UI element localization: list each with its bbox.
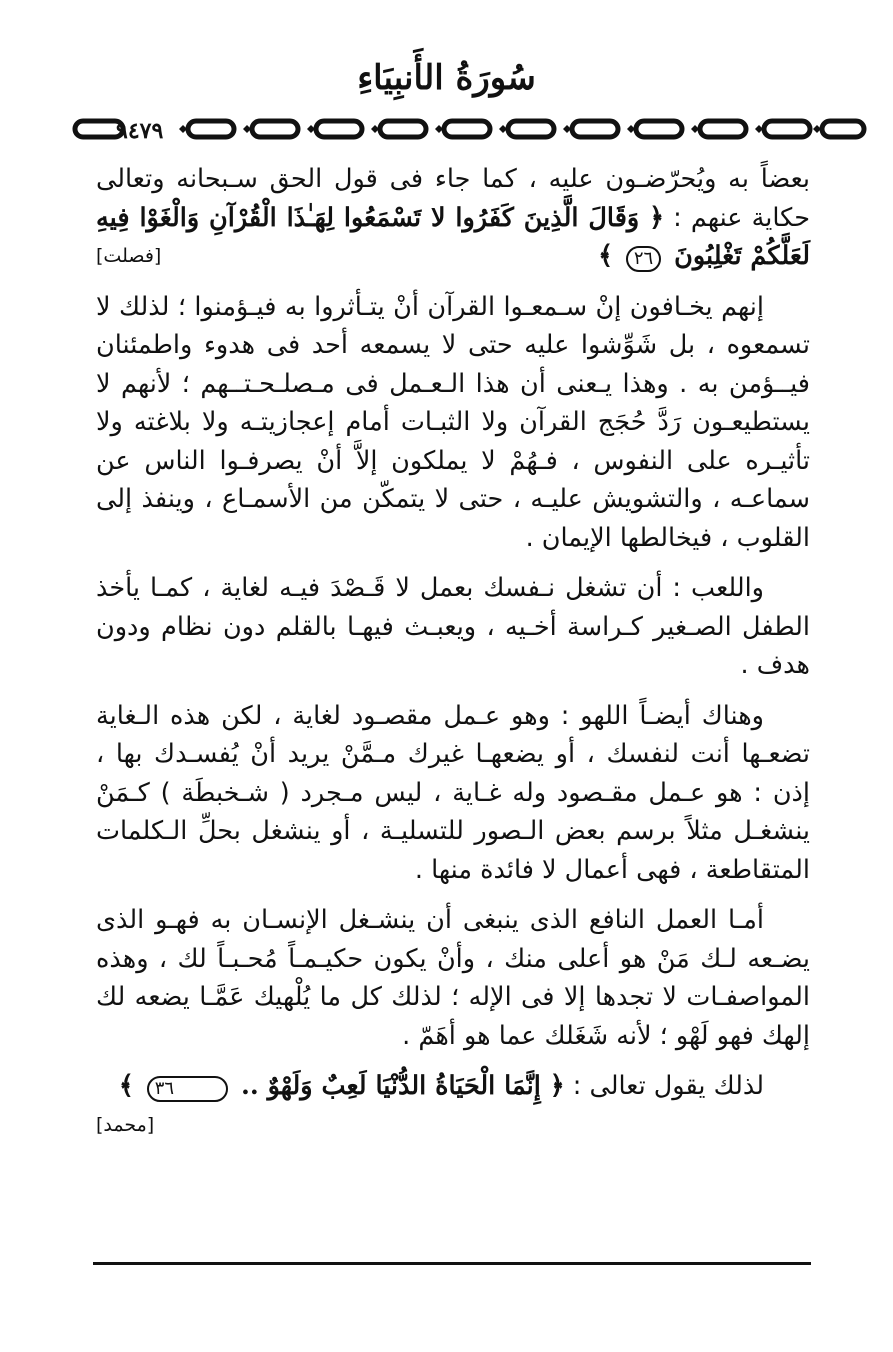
- surah-reference: [فصلت]: [96, 245, 162, 267]
- surah-title: سُورَةُ الأَنبِيَاءِ: [357, 58, 536, 98]
- paragraph-6: [96, 1067, 810, 1136]
- quran-verse: ﴿ إِنَّمَا الْحَيَاةُ الدُّنْيَا لَعِبٌ وَلَهْوٌ ..: [232, 1071, 565, 1101]
- surah-reference: [محمد]: [96, 1113, 155, 1136]
- paragraph-4: وهناك أيضـاً اللهو : وهو عـمل مقصـود لغاية ، لكن هذه الـغاية تضعـها أنت لنفسك ، أو يضعهـا غيرك مـمَّنْ يريد أنْ يُفسـدك بها ، إذن : هو عـمل مقـصود وله غـاية ، ليس مـجرد ( شـخبطَة ) كـمَنْ ينشغـل مثلاً برسم بعض الـصور للتسليـة ، أو ينشغل بحلِّ الـكلمات المتقاطعة ، فهى أعمال لا فائدة منها .: [96, 700, 810, 885]
- paragraph-1: [96, 160, 810, 276]
- paragraph-5: أمـا العمل النافع الذى ينبغى أن ينشـغل الإنسـان به فهـو الذى يضـعه لـك مَنْ هو أعلى منك ، وأنْ يكون حكيـمـاً مُحـبـاً لك ، وهذه المواصفـات لا تجدها إلا فى الإله ؛ لذلك كل ما يُلْهيك عَمَّـا يضعه لك إلهك فهو لَهْو ؛ لأنه شَغَلك عما هو أهَمّ .: [96, 905, 810, 1051]
- paragraph-text: بعضاً به ويُحرّضـون عليه ، كما جاء فى قول الحق سـبحانه وتعالى حكاية عنهم :: [96, 164, 810, 233]
- ayah-number: ٢٦: [626, 246, 661, 272]
- paragraph-3: واللعب : أن تشغل نـفسك بعمل لا قَـصْدَ فيـه لغاية ، كمـا يأخذ الطفل الصـغير كـراسة أخـيه ، ويعبـث فيهـا بالقلم دون نظام ودون هدف .: [96, 573, 810, 680]
- paragraph-2: إنهم يخـافون إنْ سـمعـوا القرآن أنْ يتـأثروا به فيـؤمنوا ؛ لذلك لا تسمعوه ، بل شَوِّشوا عليه حتى لا يسمعه أحد فى هدوء واطمئنان فيــؤمن به . وهذا يـعنى أن هذا الـعـمل فى مـصلـحـتــهم ؛ لأنهم لا يستطيعـون رَدَّ حُجَج القرآن ولا الثبـات أمام إعجازيتـه ولا بلاغته ولا تأثيـره على النفوس ، فـهُمْ لا يملكون إلاَّ أنْ يصرفـوا الناس عن سماعـه ، والتشويش عليـه ، حتى لا يتمكّن من الأسمـاع ، وينفذ إلى القلوب ، فيخالطها الإيمان .: [96, 291, 810, 553]
- verse-close-bracket: ﴾: [598, 241, 622, 271]
- body-text: [96, 160, 810, 1144]
- footer-rule: [93, 1262, 811, 1265]
- paragraph-text: لذلك يقول تعالى :: [564, 1071, 764, 1101]
- quran-verse: ﴿ وَقَالَ الَّذِينَ كَفَرُوا لا تَسْمَعُوا لِهَـٰذَا الْقُرْآنِ وَالْغَوْا فِيهِ لَعَلَّكُمْ تَغْلِبُونَ: [96, 202, 810, 271]
- ornamental-border: [70, 112, 870, 148]
- verse-close-bracket: ﴾: [118, 1071, 143, 1101]
- page-number: ٩٤٧٩: [116, 118, 164, 144]
- ayah-number: ٣٦: [147, 1076, 228, 1102]
